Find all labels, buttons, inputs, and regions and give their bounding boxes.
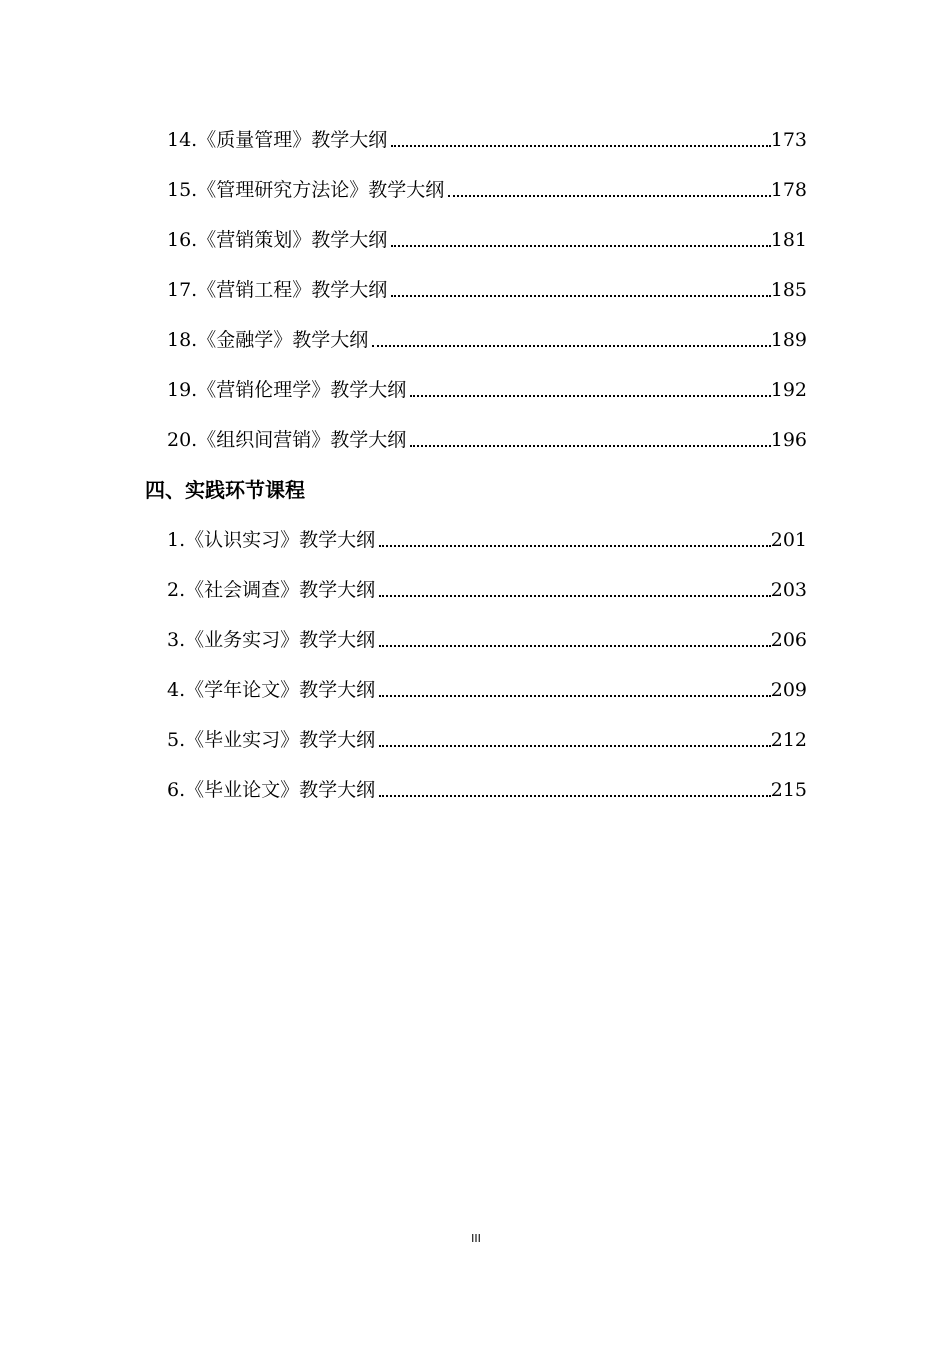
toc-entry-page: 192 bbox=[770, 379, 807, 401]
dot-leader bbox=[410, 424, 771, 456]
toc-entry-page: 181 bbox=[770, 229, 807, 251]
toc-entry-title: 18.《金融学》教学大纲 bbox=[167, 329, 369, 351]
dot-leader bbox=[379, 724, 771, 756]
toc-entry[interactable] bbox=[145, 324, 807, 374]
dot-leader bbox=[372, 324, 771, 356]
dot-leader bbox=[379, 774, 771, 806]
toc-entry[interactable] bbox=[145, 774, 807, 824]
toc-entry-page: 212 bbox=[770, 729, 807, 751]
toc-entry-page: 173 bbox=[770, 129, 807, 151]
toc-entry-title: 4.《学年论文》教学大纲 bbox=[167, 679, 376, 701]
dot-leader bbox=[379, 574, 771, 606]
toc-entry-title: 2.《社会调查》教学大纲 bbox=[167, 579, 376, 601]
toc-entry[interactable] bbox=[145, 174, 807, 224]
dot-leader bbox=[391, 224, 771, 256]
toc-entry-title: 14.《质量管理》教学大纲 bbox=[167, 129, 388, 151]
toc-entry-page: 201 bbox=[770, 529, 807, 551]
toc-entry-title: 16.《营销策划》教学大纲 bbox=[167, 229, 388, 251]
toc-entry[interactable] bbox=[145, 124, 807, 174]
toc-entry-title: 17.《营销工程》教学大纲 bbox=[167, 279, 388, 301]
toc-entry-title: 6.《毕业论文》教学大纲 bbox=[167, 779, 376, 801]
toc-entry-page: 178 bbox=[770, 179, 807, 201]
toc-entry[interactable] bbox=[145, 424, 807, 474]
toc-entry-page: 189 bbox=[770, 329, 807, 351]
toc-entry[interactable] bbox=[145, 724, 807, 774]
toc-entry-title: 1.《认识实习》教学大纲 bbox=[167, 529, 376, 551]
toc-entry-title: 20.《组织间营销》教学大纲 bbox=[167, 429, 407, 451]
section-heading[interactable]: 四、实践环节课程 bbox=[145, 478, 305, 502]
toc-entry-title: 3.《业务实习》教学大纲 bbox=[167, 629, 376, 651]
toc-entry[interactable] bbox=[145, 674, 807, 724]
toc-entry[interactable] bbox=[145, 374, 807, 424]
dot-leader bbox=[391, 124, 771, 156]
toc-entry-title: 5.《毕业实习》教学大纲 bbox=[167, 729, 376, 751]
toc-entry-page: 209 bbox=[770, 679, 807, 701]
page-number-footer: III bbox=[471, 1232, 481, 1245]
toc-list-part2 bbox=[145, 474, 807, 824]
toc-entry-title: 15.《管理研究方法论》教学大纲 bbox=[167, 179, 445, 201]
toc-entry-page: 206 bbox=[770, 629, 807, 651]
toc-entry-page: 203 bbox=[770, 579, 807, 601]
toc-entry-page: 196 bbox=[770, 429, 807, 451]
dot-leader bbox=[379, 674, 771, 706]
toc-entry[interactable] bbox=[145, 524, 807, 574]
toc-entry-page: 185 bbox=[770, 279, 807, 301]
dot-leader bbox=[448, 174, 771, 206]
toc-entry-page: 215 bbox=[770, 779, 807, 801]
toc-entry[interactable] bbox=[145, 624, 807, 674]
dot-leader bbox=[410, 374, 771, 406]
toc-list-part1 bbox=[145, 124, 807, 474]
dot-leader bbox=[391, 274, 771, 306]
dot-leader bbox=[379, 524, 771, 556]
toc-entry-title: 19.《营销伦理学》教学大纲 bbox=[167, 379, 407, 401]
toc-entry[interactable] bbox=[145, 274, 807, 324]
toc-entry[interactable] bbox=[145, 224, 807, 274]
toc-entry[interactable] bbox=[145, 574, 807, 624]
dot-leader bbox=[379, 624, 771, 656]
